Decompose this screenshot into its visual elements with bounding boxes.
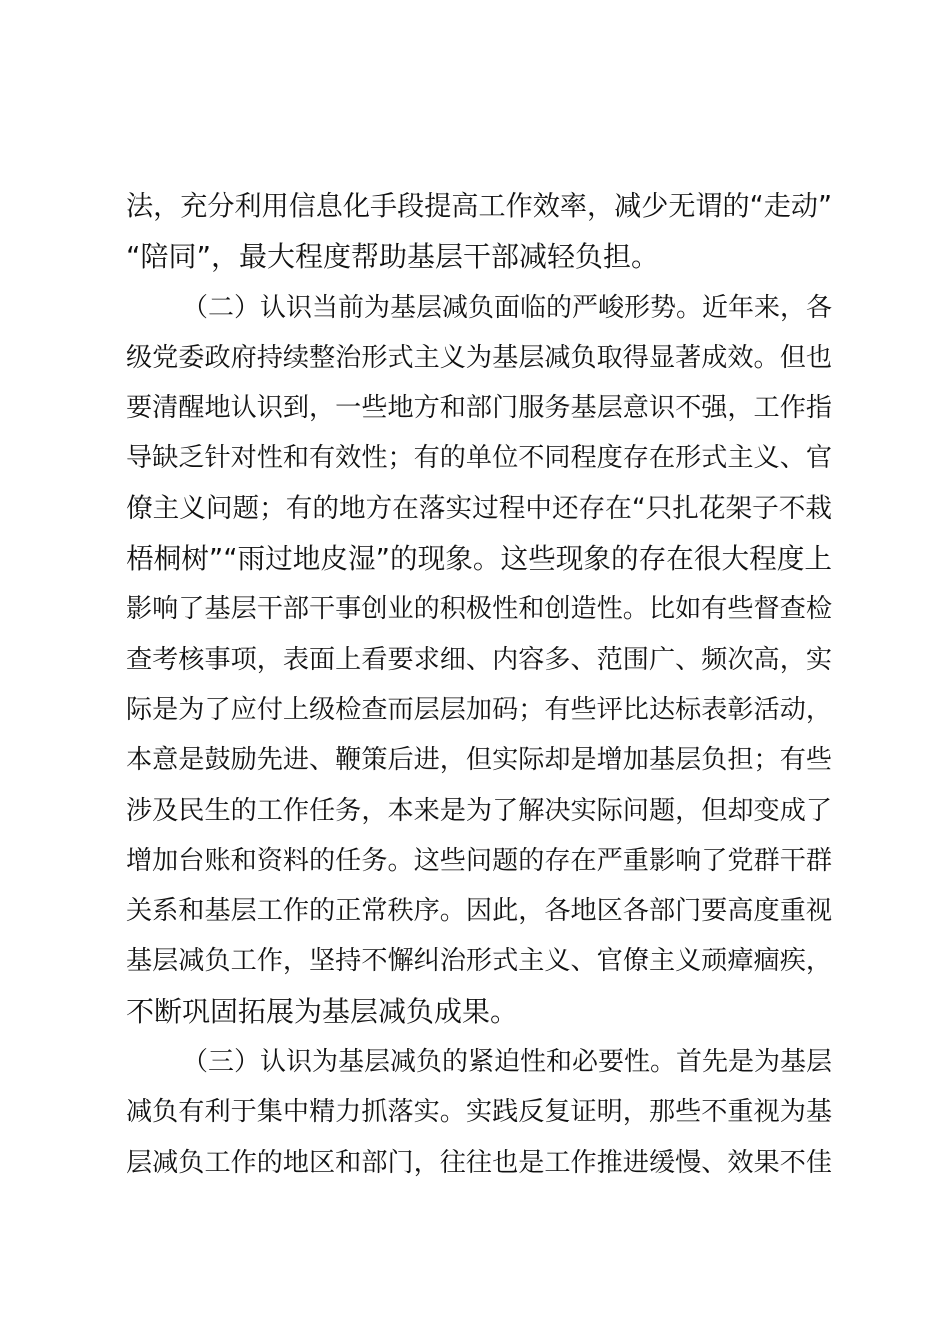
text-line-16: 基层减负工作，坚持不懈纠治形式主义、官僚主义顽瘴痼疾， [126, 946, 832, 977]
text-line-9: 影响了基层干部干事创业的积极性和创造性。比如有些督查检 [126, 594, 832, 625]
text-line-12: 本意是鼓励先进、鞭策后进，但实际却是增加基层负担；有些 [126, 745, 832, 776]
paragraph-heading-3: （三）认识为基层减负的紧迫性和必要性。首先是为基层 [182, 1047, 833, 1078]
text-line-19: 减负有利于集中精力抓落实。实践反复证明，那些不重视为基 [126, 1097, 832, 1128]
text-line-6: 导缺乏针对性和有效性；有的单位不同程度存在形式主义、官 [126, 443, 832, 474]
text-line-20: 层减负工作的地区和部门，往往也是工作推进缓慢、效果不佳 [126, 1147, 832, 1178]
text-line-1: 法，充分利用信息化手段提高工作效率，减少无谓的“走动” [126, 191, 832, 222]
text-line-13: 涉及民生的工作任务，本来是为了解决实际问题，但却变成了 [126, 795, 832, 826]
text-line-17: 不断巩固拓展为基层减负成果。 [126, 994, 519, 1028]
text-line-2: “陪同”，最大程度帮助基层干部减轻负担。 [126, 240, 660, 274]
document-body [126, 182, 832, 1188]
text-line-10: 查考核事项，表面上看要求细、内容多、范围广、频次高，实 [126, 644, 832, 675]
text-line-11: 际是为了应付上级检查而层层加码；有些评比达标表彰活动， [126, 694, 832, 725]
text-line-8: 梧桐树”“雨过地皮湿”的现象。这些现象的存在很大程度上 [126, 542, 832, 576]
text-line-5: 要清醒地认识到，一些地方和部门服务基层意识不强，工作指 [126, 393, 832, 424]
text-line-14: 增加台账和资料的任务。这些问题的存在严重影响了党群干群 [126, 845, 832, 876]
text-line-15: 关系和基层工作的正常秩序。因此，各地区各部门要高度重视 [126, 896, 832, 927]
text-line-4: 级党委政府持续整治形式主义为基层减负取得显著成效。但也 [126, 342, 832, 373]
text-line-7: 僚主义问题；有的地方在落实过程中还存在“只扎花架子不栽 [126, 492, 832, 524]
paragraph-heading-2: （二）认识当前为基层减负面临的严峻形势。近年来，各 [182, 292, 833, 323]
